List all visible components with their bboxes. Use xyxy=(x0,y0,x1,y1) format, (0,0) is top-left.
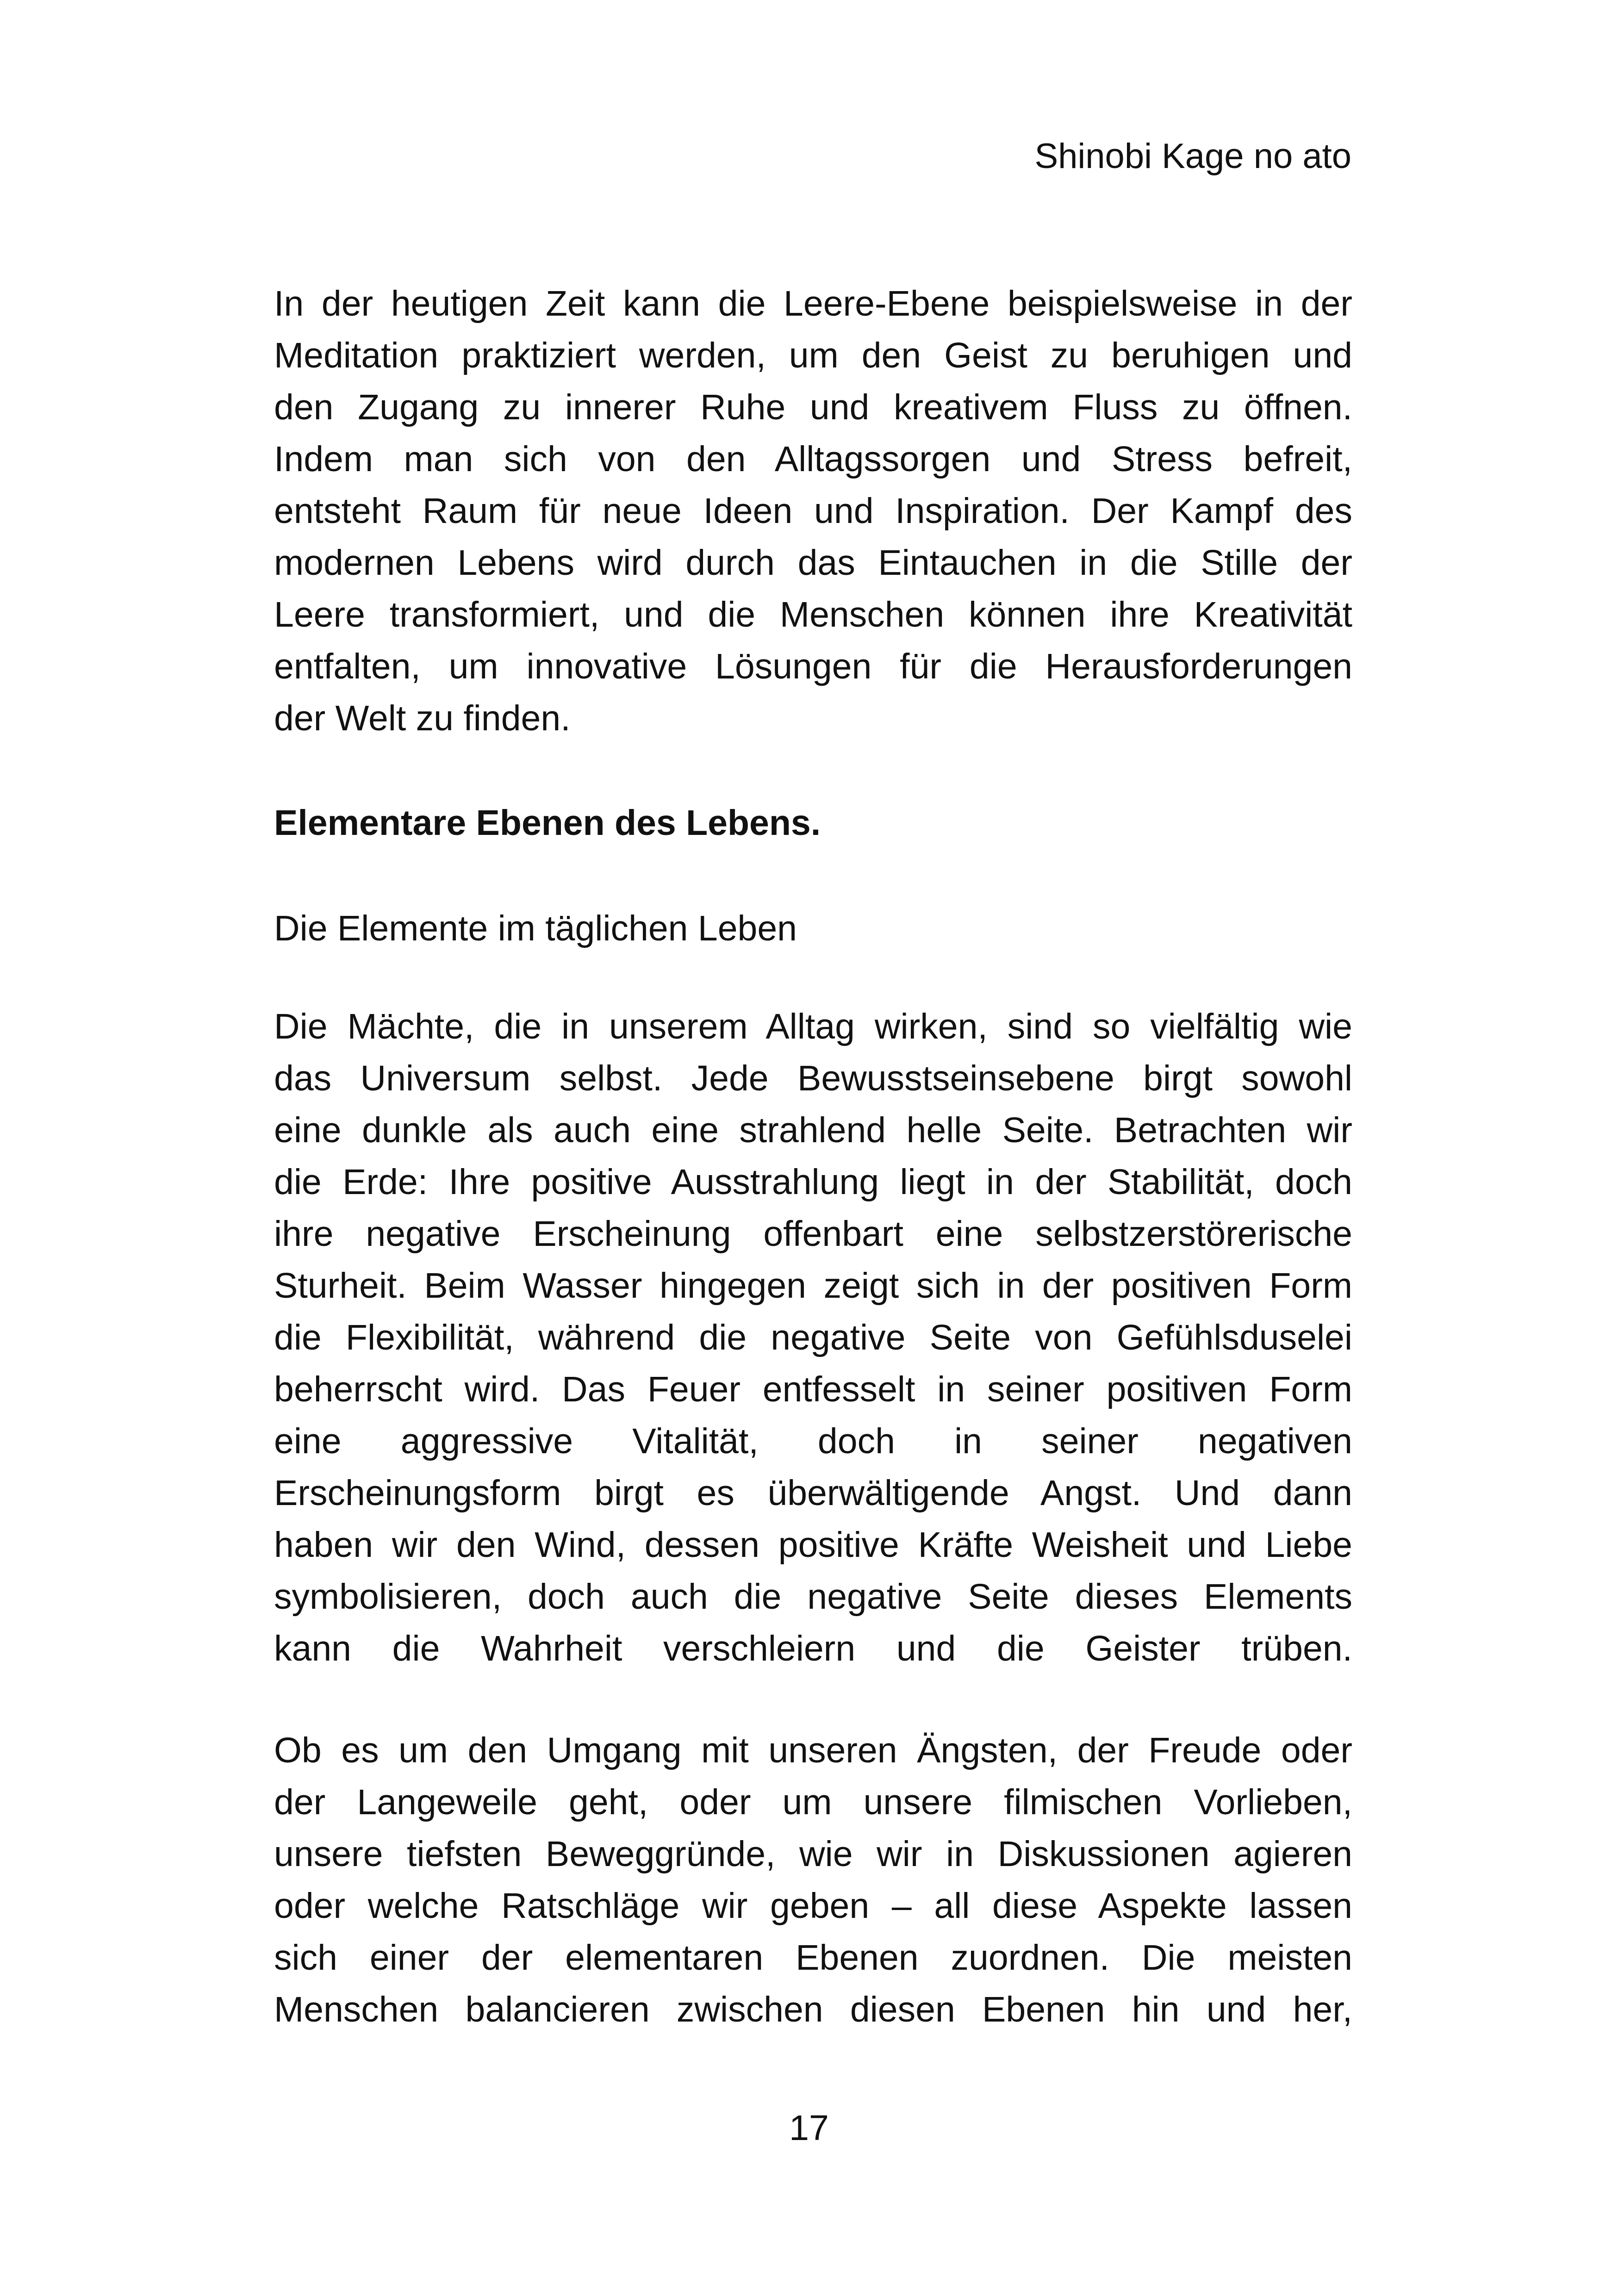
paragraph-line: beherrscht wird. Das Feuer entfesselt in seiner positiven Form xyxy=(274,1369,1352,1409)
paragraph-line: Menschen balancieren zwischen diesen Ebenen hin und her, xyxy=(274,1990,1352,2029)
paragraph-line: eine dunkle als auch eine strahlend helle Seite. Betrachten wir xyxy=(274,1110,1352,1150)
paragraph-elemente xyxy=(274,1001,1352,1674)
paragraph-line: ihre negative Erscheinung offenbart eine selbstzerstörerische xyxy=(274,1214,1352,1254)
paragraph-line: symbolisieren, doch auch die negative Seite dieses Elements xyxy=(274,1577,1352,1617)
paragraph-line: In der heutigen Zeit kann die Leere-Ebene beispielsweise in der xyxy=(274,284,1352,324)
paragraph-line: eine aggressive Vitalität, doch in seiner negativen xyxy=(274,1421,1352,1461)
paragraph-line: den Zugang zu innerer Ruhe und kreativem Fluss zu öffnen. xyxy=(274,387,1352,427)
paragraph-line: Die Mächte, die in unserem Alltag wirken, sind so vielfältig wie xyxy=(274,1007,1352,1046)
paragraph-line: entfalten, um innovative Lösungen für die Herausforderungen xyxy=(274,647,1352,686)
section-subheading: Die Elemente im täglichen Leben xyxy=(274,908,797,948)
paragraph-line: Indem man sich von den Alltagssorgen und Stress befreit, xyxy=(274,439,1352,479)
running-header: Shinobi Kage no ato xyxy=(1034,137,1351,176)
paragraph-line: die Flexibilität, während die negative Seite von Gefühlsduselei xyxy=(274,1318,1352,1357)
page-number: 17 xyxy=(789,2108,829,2148)
paragraph-line: das Universum selbst. Jede Bewusstseinsebene birgt sowohl xyxy=(274,1058,1352,1098)
paragraph-line: entsteht Raum für neue Ideen und Inspiration. Der Kampf des xyxy=(274,491,1352,531)
paragraph-line: der Welt zu finden. xyxy=(274,698,571,738)
paragraph-aspekte xyxy=(274,1724,1352,2035)
paragraph-line: die Erde: Ihre positive Ausstrahlung liegt in der Stabilität, doch xyxy=(274,1162,1352,1202)
paragraph-line: Sturheit. Beim Wasser hingegen zeigt sich in der positiven Form xyxy=(274,1266,1352,1306)
paragraph-line: unsere tiefsten Beweggründe, wie wir in Diskussionen agieren xyxy=(274,1834,1352,1874)
paragraph-line: kann die Wahrheit verschleiern und die Geister trüben. xyxy=(274,1629,1352,1668)
paragraph-line: der Langeweile geht, oder um unsere filmischen Vorlieben, xyxy=(274,1782,1352,1822)
paragraph-line: Ob es um den Umgang mit unseren Ängsten, der Freude oder xyxy=(274,1730,1352,1770)
paragraph-line: Erscheinungsform birgt es überwältigende Angst. Und dann xyxy=(274,1473,1352,1513)
paragraph-line: sich einer der elementaren Ebenen zuordnen. Die meisten xyxy=(274,1938,1352,1978)
paragraph-line: oder welche Ratschläge wir geben – all diese Aspekte lassen xyxy=(274,1886,1352,1926)
paragraph-line: haben wir den Wind, dessen positive Kräfte Weisheit und Liebe xyxy=(274,1525,1352,1565)
paragraph-leere-ebene xyxy=(274,278,1352,744)
paragraph-line: modernen Lebens wird durch das Eintauchen in die Stille der xyxy=(274,543,1352,583)
paragraph-line: Meditation praktiziert werden, um den Geist zu beruhigen und xyxy=(274,336,1352,375)
paragraph-line: Leere transformiert, und die Menschen können ihre Kreativität xyxy=(274,595,1352,635)
section-heading: Elementare Ebenen des Lebens. xyxy=(274,803,821,843)
